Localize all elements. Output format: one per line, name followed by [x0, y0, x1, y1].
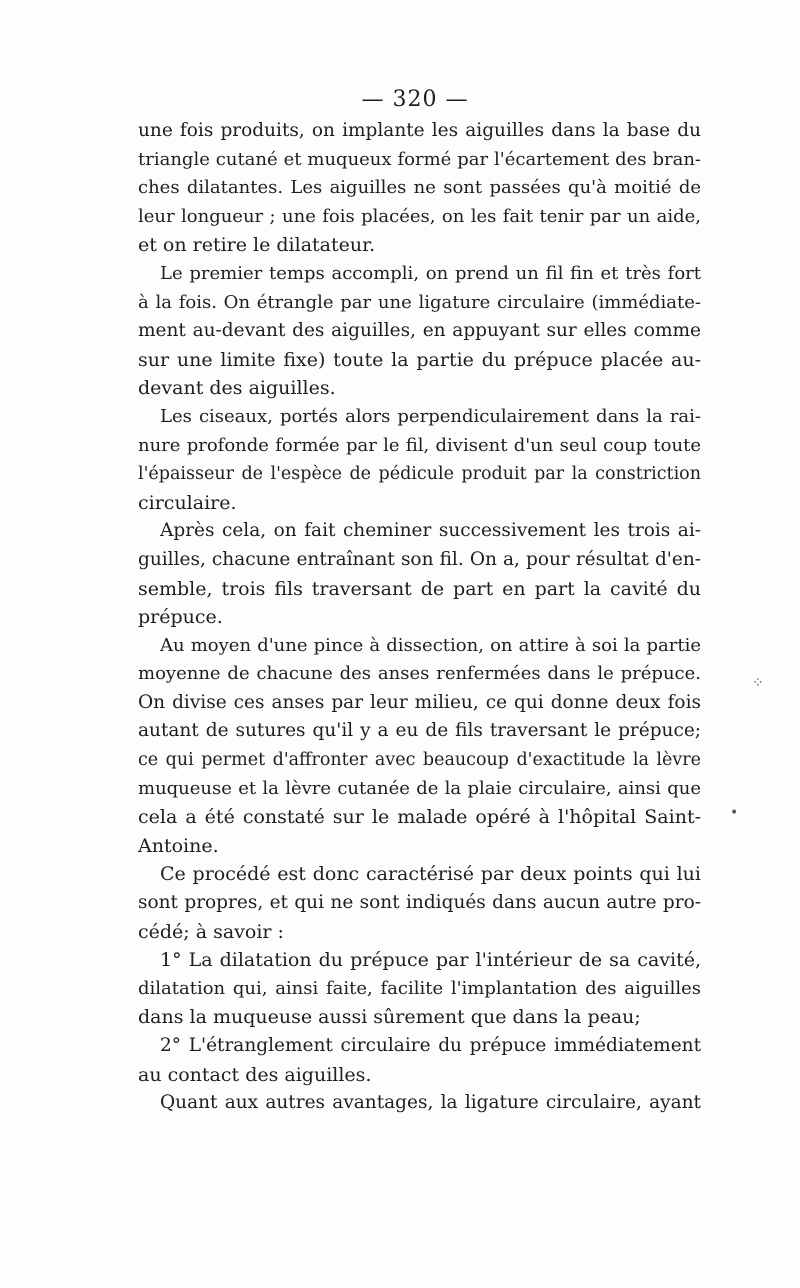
text-line: une fois produits, on implante les aiguilles dans la base du	[138, 120, 701, 141]
text-line: semble, trois fils traversant de part en part la cavité du	[138, 577, 701, 600]
margin-speck: ⁘	[752, 675, 764, 691]
text-line: l'épaisseur de l'espèce de pédicule produit par la constriction	[138, 464, 701, 485]
text-line: triangle cutané et muqueux formé par l'écartement des bran-	[138, 148, 701, 170]
margin-speck: •	[730, 805, 739, 821]
text-line: circulaire.	[138, 491, 237, 514]
text-line: guilles, chacune entraînant son fil. On a, pour résultat d'en-	[138, 548, 701, 570]
text-line: sont propres, et qui ne sont indiqués dans aucun autre pro-	[138, 892, 701, 914]
text-line: sur une limite fixe) toute la partie du prépuce placée au-	[138, 348, 701, 371]
text-line: autant de sutures qu'il y a eu de fils traversant le prépuce;	[138, 720, 701, 742]
text-line: 2° L'étranglement circulaire du prépuce immédiatement	[160, 1035, 701, 1056]
text-line: Ce procédé est donc caractérisé par deux points qui lui	[160, 863, 701, 886]
text-line: Antoine.	[138, 834, 219, 857]
text-line: Les ciseaux, portés alors perpendiculairement dans la rai-	[160, 405, 701, 427]
text-line: ment au-devant des aiguilles, en appuyant sur elles comme	[138, 320, 701, 342]
text-line: cédé; à savoir :	[138, 920, 284, 943]
text-line: 1° La dilatation du prépuce par l'intérieur de sa cavité,	[160, 949, 701, 972]
text-line: dilatation qui, ainsi faite, facilite l'implantation des aiguilles	[138, 977, 701, 999]
text-line: cela a été constaté sur le malade opéré à l'hôpital Saint-	[138, 806, 701, 829]
text-line: devant des aiguilles.	[138, 377, 336, 400]
text-line: prépuce.	[138, 606, 223, 629]
text-line: au contact des aiguilles.	[138, 1063, 372, 1086]
text-line: Quant aux autres avantages, la ligature circulaire, ayant	[160, 1092, 701, 1114]
text-line: moyenne de chacune des anses renfermées dans le prépuce.	[138, 663, 701, 685]
text-line: Le premier temps accompli, on prend un fil fin et très fort	[160, 262, 701, 284]
body-text	[138, 117, 701, 1118]
text-line: Après cela, on fait cheminer successivement les trois ai-	[160, 520, 701, 542]
text-line: leur longueur ; une fois placées, on les fait tenir par un aide,	[138, 205, 701, 227]
page-number: — 320 —	[361, 87, 469, 112]
text-line: ches dilatantes. Les aiguilles ne sont passées qu'à moitié de	[138, 177, 701, 199]
text-line: Au moyen d'une pince à dissection, on attire à soi la partie	[160, 634, 701, 656]
text-line: dans la muqueuse aussi sûrement que dans la peau;	[138, 1006, 641, 1029]
text-line: et on retire le dilatateur.	[138, 234, 376, 257]
text-line: On divise ces anses par leur milieu, ce qui donne deux fois	[138, 691, 701, 713]
text-line: muqueuse et la lèvre cutanée de la plaie circulaire, ainsi que	[138, 777, 701, 799]
text-line: ce qui permet d'affronter avec beaucoup d'exactitude la lèvre	[138, 750, 701, 771]
text-line: à la fois. On étrangle par une ligature circulaire (immédiate-	[138, 291, 701, 313]
text-line: nure profonde formée par le fil, divisent d'un seul coup toute	[138, 434, 701, 456]
